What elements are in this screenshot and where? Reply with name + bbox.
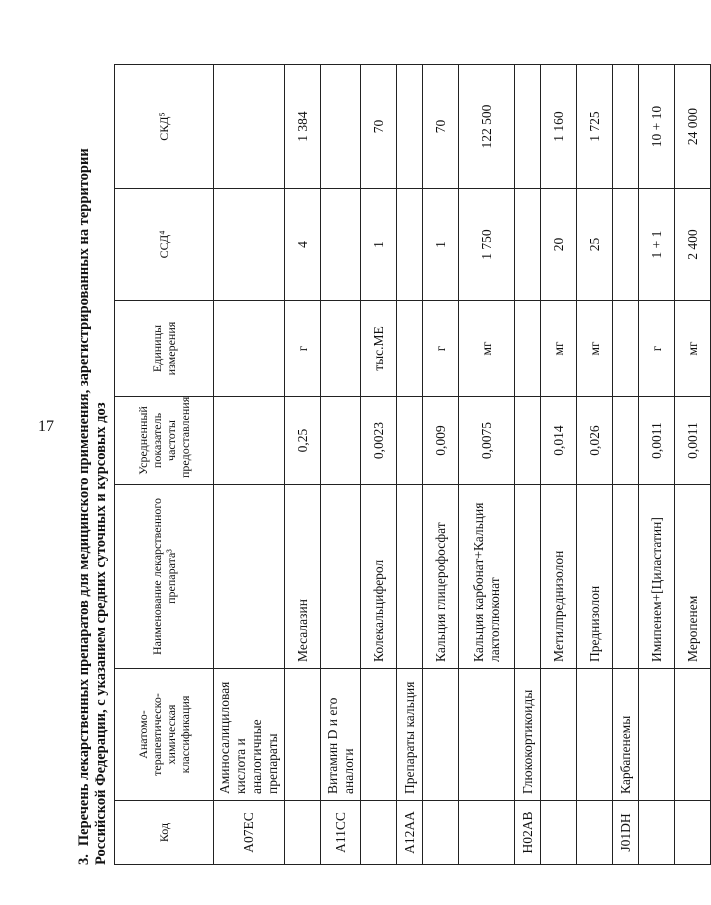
cell-code xyxy=(459,801,515,865)
table-row xyxy=(423,65,459,865)
cell-frequency xyxy=(515,397,541,485)
cell-skd: 1 725 xyxy=(577,65,613,189)
cell-atc xyxy=(361,669,397,801)
section-number: 3. xyxy=(76,854,92,865)
cell-skd xyxy=(397,65,423,189)
cell-atc: Карбапенемы xyxy=(613,669,639,801)
cell-ssd xyxy=(613,189,639,301)
cell-atc: Глюкокортикоиды xyxy=(515,669,541,801)
cell-atc xyxy=(675,669,711,801)
cell-unit: мг xyxy=(541,301,577,397)
cell-frequency: 0,0011 xyxy=(675,397,711,485)
cell-unit xyxy=(321,301,361,397)
cell-atc xyxy=(459,669,515,801)
cell-code xyxy=(361,801,397,865)
cell-unit xyxy=(613,301,639,397)
section-heading xyxy=(76,65,110,865)
cell-drug-name xyxy=(397,485,423,669)
cell-unit: мг xyxy=(675,301,711,397)
cell-ssd: 25 xyxy=(577,189,613,301)
cell-frequency: 0,0011 xyxy=(639,397,675,485)
cell-ssd: 2 400 xyxy=(675,189,711,301)
heading-line-1: Перечень лекарственных препаратов для медицинского применения, зарегистрированных на территории xyxy=(76,148,92,847)
cell-code: A11CC xyxy=(321,801,361,865)
header-code: Код xyxy=(115,801,214,865)
table-row xyxy=(639,65,675,865)
header-drug-name: Наименование лекарственного препарата³ xyxy=(115,485,214,669)
cell-unit: мг xyxy=(459,301,515,397)
cell-frequency: 0,0023 xyxy=(361,397,397,485)
table-row xyxy=(515,65,541,865)
cell-ssd: 1 750 xyxy=(459,189,515,301)
cell-frequency: 0,026 xyxy=(577,397,613,485)
rotated-page-content xyxy=(76,25,700,865)
cell-code xyxy=(423,801,459,865)
cell-drug-name: Кальция карбонат+Кальция лактоглюконат xyxy=(459,485,515,669)
cell-drug-name: Имипенем+[Циластатин] xyxy=(639,485,675,669)
cell-code: A12AA xyxy=(397,801,423,865)
cell-atc: Препараты кальция xyxy=(397,669,423,801)
cell-ssd: 1 + 1 xyxy=(639,189,675,301)
cell-skd: 10 + 10 xyxy=(639,65,675,189)
cell-unit xyxy=(397,301,423,397)
table-row xyxy=(214,65,285,865)
cell-skd xyxy=(321,65,361,189)
table-row xyxy=(321,65,361,865)
cell-atc xyxy=(639,669,675,801)
cell-code: J01DH xyxy=(613,801,639,865)
cell-skd: 70 xyxy=(423,65,459,189)
cell-code xyxy=(577,801,613,865)
cell-ssd: 1 xyxy=(423,189,459,301)
cell-code xyxy=(675,801,711,865)
table-row xyxy=(613,65,639,865)
header-skd: СКД⁵ xyxy=(115,65,214,189)
cell-frequency: 0,014 xyxy=(541,397,577,485)
cell-code: H02AB xyxy=(515,801,541,865)
cell-code: A07EC xyxy=(214,801,285,865)
cell-ssd: 1 xyxy=(361,189,397,301)
cell-frequency: 0,0075 xyxy=(459,397,515,485)
cell-atc: Витамин D и его аналоги xyxy=(321,669,361,801)
cell-ssd: 20 xyxy=(541,189,577,301)
table-row xyxy=(459,65,515,865)
header-ssd: ССД⁴ xyxy=(115,189,214,301)
cell-drug-name: Кальция глицерофосфат xyxy=(423,485,459,669)
cell-atc xyxy=(541,669,577,801)
cell-ssd xyxy=(214,189,285,301)
cell-skd xyxy=(515,65,541,189)
cell-unit: мг xyxy=(577,301,613,397)
header-unit: Единицы измерения xyxy=(115,301,214,397)
cell-drug-name: Месалазин xyxy=(285,485,321,669)
table-row xyxy=(675,65,711,865)
cell-unit: г xyxy=(423,301,459,397)
cell-frequency xyxy=(321,397,361,485)
cell-skd: 24 000 xyxy=(675,65,711,189)
cell-unit: г xyxy=(285,301,321,397)
cell-drug-name xyxy=(515,485,541,669)
table-row xyxy=(397,65,423,865)
cell-ssd xyxy=(321,189,361,301)
cell-skd: 70 xyxy=(361,65,397,189)
cell-drug-name: Метилпреднизолон xyxy=(541,485,577,669)
header-atc: Анатомо-терапевтическо-химическая классификация xyxy=(115,669,214,801)
cell-atc xyxy=(423,669,459,801)
table-row xyxy=(361,65,397,865)
cell-frequency: 0,25 xyxy=(285,397,321,485)
table-row xyxy=(577,65,613,865)
cell-skd xyxy=(214,65,285,189)
table-row xyxy=(285,65,321,865)
cell-unit xyxy=(214,301,285,397)
cell-atc xyxy=(577,669,613,801)
cell-code xyxy=(285,801,321,865)
cell-code xyxy=(639,801,675,865)
cell-ssd xyxy=(515,189,541,301)
cell-atc: Аминосалициловая кислота и аналогичные препараты xyxy=(214,669,285,801)
cell-ssd xyxy=(397,189,423,301)
cell-frequency: 0,009 xyxy=(423,397,459,485)
cell-unit: тыс.МЕ xyxy=(361,301,397,397)
cell-skd: 1 384 xyxy=(285,65,321,189)
cell-drug-name: Преднизолон xyxy=(577,485,613,669)
cell-frequency xyxy=(397,397,423,485)
cell-ssd: 4 xyxy=(285,189,321,301)
page-number: 17 xyxy=(38,418,54,435)
cell-atc xyxy=(285,669,321,801)
cell-drug-name: Колекальциферол xyxy=(361,485,397,669)
cell-skd xyxy=(613,65,639,189)
cell-code xyxy=(541,801,577,865)
cell-drug-name xyxy=(321,485,361,669)
header-frequency: Усредненный показатель частоты предоставления xyxy=(115,397,214,485)
cell-unit: г xyxy=(639,301,675,397)
cell-drug-name xyxy=(613,485,639,669)
cell-frequency xyxy=(613,397,639,485)
cell-unit xyxy=(515,301,541,397)
cell-skd: 1 160 xyxy=(541,65,577,189)
cell-skd: 122 500 xyxy=(459,65,515,189)
table-header-row xyxy=(115,65,214,865)
table-row xyxy=(541,65,577,865)
cell-drug-name: Меропенем xyxy=(675,485,711,669)
cell-frequency xyxy=(214,397,285,485)
heading-line-2: Российской Федерации, с указанием средних суточных и курсовых доз xyxy=(93,402,109,865)
drug-table xyxy=(114,64,711,865)
cell-drug-name xyxy=(214,485,285,669)
